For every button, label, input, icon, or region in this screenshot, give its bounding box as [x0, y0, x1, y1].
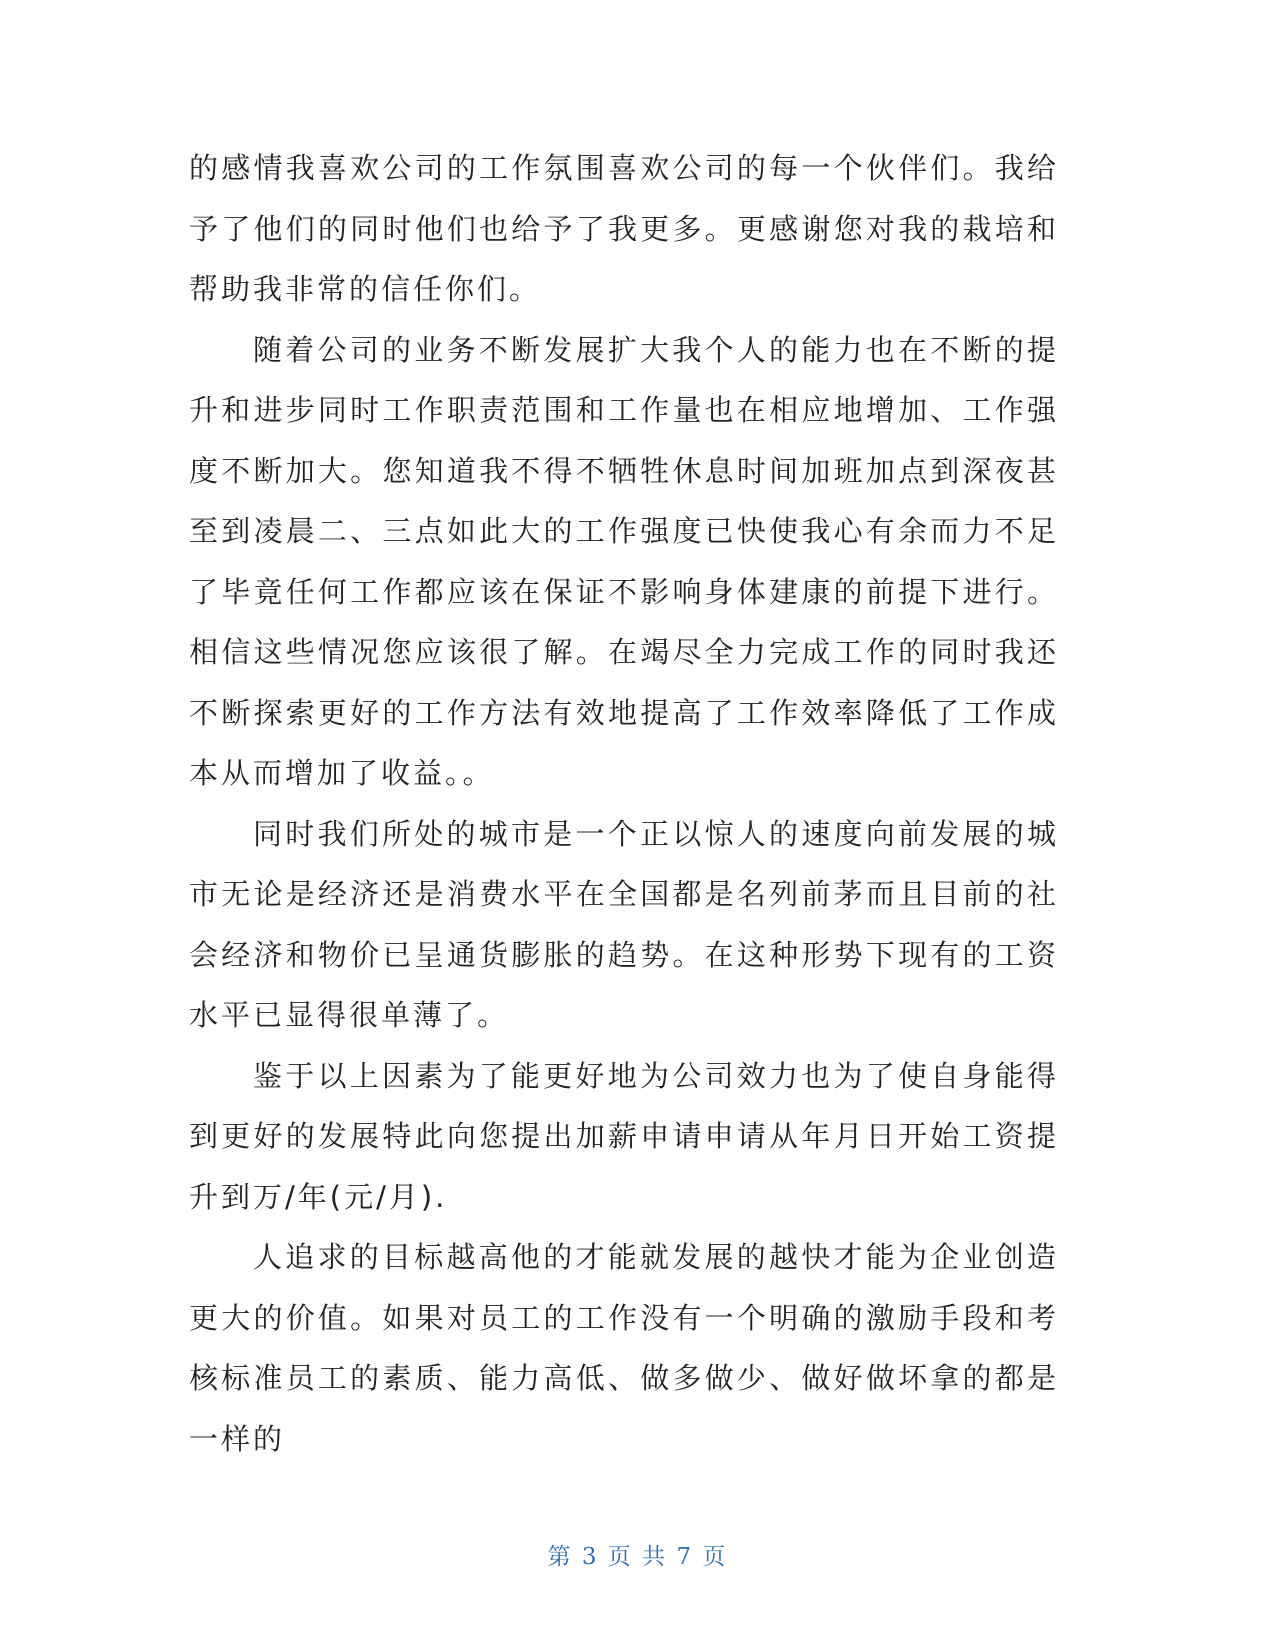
paragraph-3: 同时我们所处的城市是一个正以惊人的速度向前发展的城市无论是经济还是消费水平在全国都是名列前茅而且目前的社会经济和物价已呈通货膨胀的趋势。在这种形势下现有的工资水平已显得很单薄了。 [189, 816, 1059, 1032]
paragraph-2: 随着公司的业务不断发展扩大我个人的能力也在不断的提升和进步同时工作职责范围和工作量也在相应地增加、工作强度不断加大。您知道我不得不牺牲休息时间加班加点到深夜甚至到凌晨二、三点如此大的工作强度已快使我心有余而力不足了毕竟任何工作都应该在保证不影响身体建康的前提下进行。相信这些情况您应该很了解。在竭尽全力完成工作的同时我还不断探索更好的工作方法有效地提高了工作效率降低了工作成本从而增加了收益。。 [189, 332, 1059, 790]
paragraph-4: 鉴于以上因素为了能更好地为公司效力也为了使自身能得到更好的发展特此向您提出加薪申请申请从年月日开始工资提升到万/年(元/月). [189, 1058, 1059, 1214]
paragraph-1: 的感情我喜欢公司的工作氛围喜欢公司的每一个伙伴们。我给予了他们的同时他们也给予了我更多。更感谢您对我的栽培和帮助我非常的信任你们。 [189, 151, 1059, 306]
document-body [189, 138, 1059, 1469]
page-number-indicator: 第 3 页 共 7 页 [547, 1544, 728, 1570]
paragraph-5: 人追求的目标越高他的才能就发展的越快才能为企业创造更大的价值。如果对员工的工作没有一个明确的激励手段和考核标准员工的素质、能力高低、做多做少、做好做坏拿的都是一样的 [189, 1240, 1059, 1456]
page-footer [0, 1538, 1275, 1571]
